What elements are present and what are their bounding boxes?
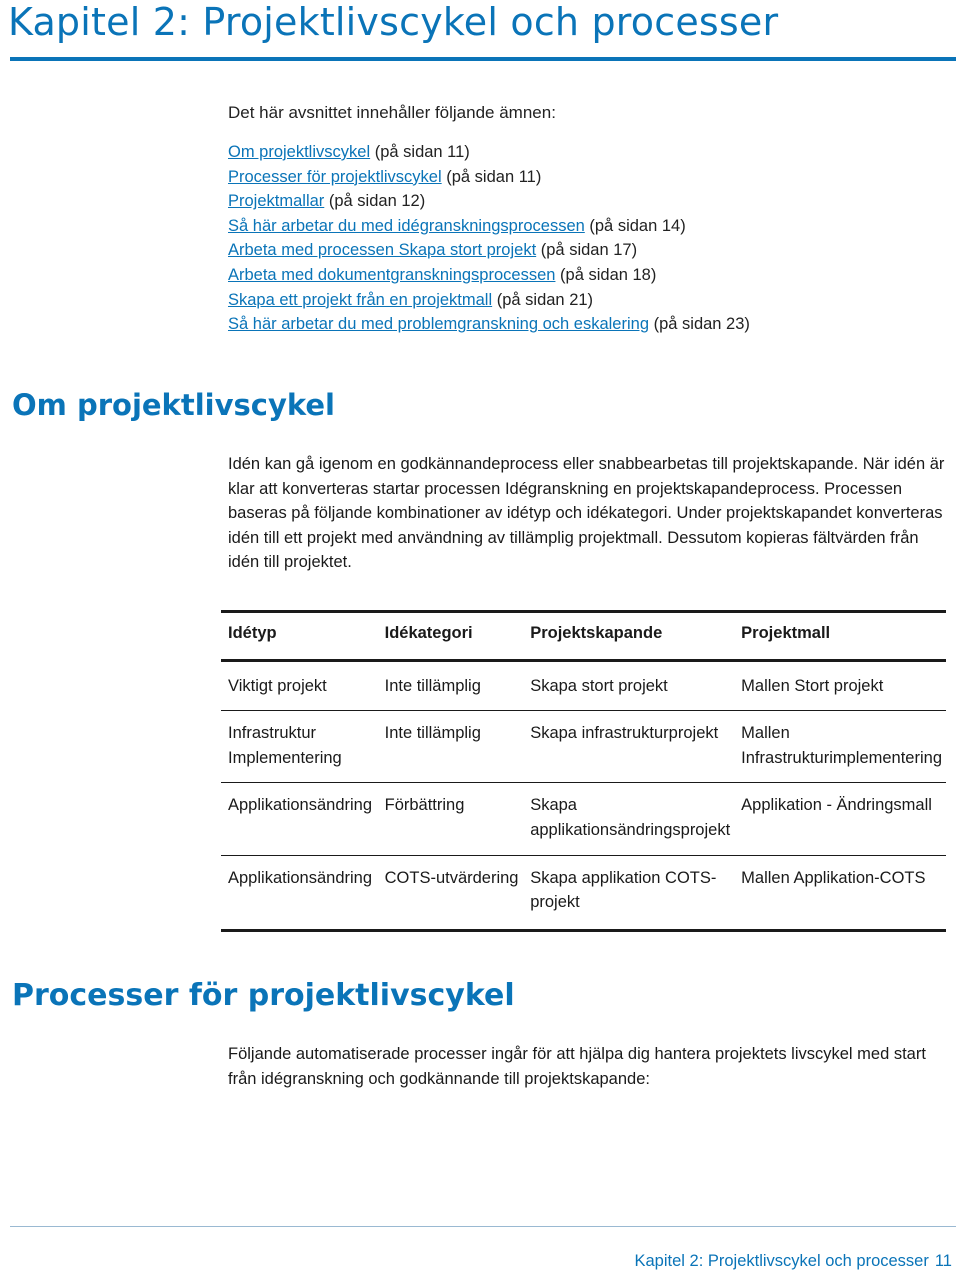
table-cell: Viktigt projekt [221, 660, 378, 711]
table-cell: Förbättring [378, 783, 524, 855]
column-header: Idékategori [378, 612, 524, 661]
table-cell: Applikationsändring [221, 783, 378, 855]
topic-link[interactable]: Projektmallar [228, 192, 325, 211]
section-paragraph: Följande automatiserade processer ingår för att hjälpa dig hantera projektets livscykel med start från idégranskning och godkännande till projektskapande: [228, 1045, 926, 1088]
table-row [221, 660, 946, 711]
footer-chapter-title: Kapitel 2: Projektlivscykel och processer [634, 1252, 929, 1270]
intro-text: Det här avsnittet innehåller följande ämnen: [228, 103, 556, 122]
topic-item [228, 288, 750, 313]
table-cell: Inte tillämplig [378, 711, 524, 783]
topic-page: (på sidan 12) [328, 192, 426, 211]
section-paragraph: Idén kan gå igenom en godkännandeprocess eller snabbearbetas till projektskapande. När idén är klar att konverteras startar processen Idégranskning en projektskapandeprocess. Processen baseras på följande kombinationer av idétyp och idékategori. Under projektskapandet konverteras idén till ett projekt med användning av tillämplig projektmall. Dessutom kopieras fältvärden från idén till projektet. [228, 455, 945, 572]
topic-item [228, 214, 750, 239]
table-row [221, 783, 946, 855]
table-cell: Mallen Stort projekt [734, 660, 946, 711]
topic-list [228, 140, 750, 337]
table-cell: Applikation - Ändringsmall [734, 783, 946, 855]
title-rule [10, 57, 956, 61]
topic-link[interactable]: Om projektlivscykel [228, 143, 371, 161]
table-header-row [221, 612, 946, 661]
topic-link[interactable]: Arbeta med processen Skapa stort projekt [228, 241, 537, 260]
column-header: Idétyp [221, 612, 378, 661]
topic-item [228, 263, 750, 288]
table-cell: Skapa infrastrukturprojekt [523, 711, 734, 783]
section-heading-om-projektlivscykel: Om projektlivscykel [12, 388, 335, 422]
topic-item [228, 189, 750, 214]
topic-item [228, 140, 750, 165]
table-cell: Skapa applikationsändringsprojekt [523, 783, 734, 855]
column-header: Projektmall [734, 612, 946, 661]
section-heading-processer: Processer för projektlivscykel [12, 978, 515, 1013]
topic-link[interactable]: Arbeta med dokumentgranskningsprocessen [228, 265, 556, 284]
table-cell: Mallen Applikation-COTS [734, 855, 946, 930]
topic-page: (på sidan 23) [653, 315, 750, 334]
topic-item [228, 238, 750, 263]
idea-template-table [221, 610, 946, 932]
table-cell: Inte tillämplig [378, 660, 524, 711]
table-cell: COTS-utvärdering [378, 855, 524, 930]
column-header: Projektskapande [523, 612, 734, 661]
topic-item [228, 312, 750, 337]
page-number: 11 [934, 1252, 952, 1270]
table-cell: Skapa applikation COTS-projekt [523, 855, 734, 930]
table-cell: Applikationsändring [221, 855, 378, 930]
topic-link[interactable]: Skapa ett projekt från en projektmall [228, 290, 493, 309]
topic-page: (på sidan 11) [374, 143, 470, 161]
table-cell: Infrastruktur Implementering [221, 711, 378, 783]
topic-item [228, 165, 750, 190]
table-cell: Mallen Infrastrukturimplementering [734, 711, 946, 783]
topic-link[interactable]: Så här arbetar du med problemgranskning och eskalering [228, 315, 649, 334]
page-footer [628, 1252, 952, 1271]
topic-page: (på sidan 11) [446, 167, 542, 186]
topic-page: (på sidan 14) [589, 216, 686, 235]
table-cell: Skapa stort projekt [523, 660, 734, 711]
topic-link[interactable]: Processer för projektlivscykel [228, 167, 442, 186]
topic-page: (på sidan 21) [496, 290, 594, 309]
footer-rule [10, 1226, 956, 1227]
topic-page: (på sidan 18) [560, 265, 657, 284]
topic-link[interactable]: Så här arbetar du med idégranskningsprocessen [228, 216, 585, 235]
table-row [221, 711, 946, 783]
chapter-title: Kapitel 2: Projektlivscykel och processer [8, 0, 779, 44]
topic-page: (på sidan 17) [540, 241, 638, 260]
table-row [221, 855, 946, 930]
